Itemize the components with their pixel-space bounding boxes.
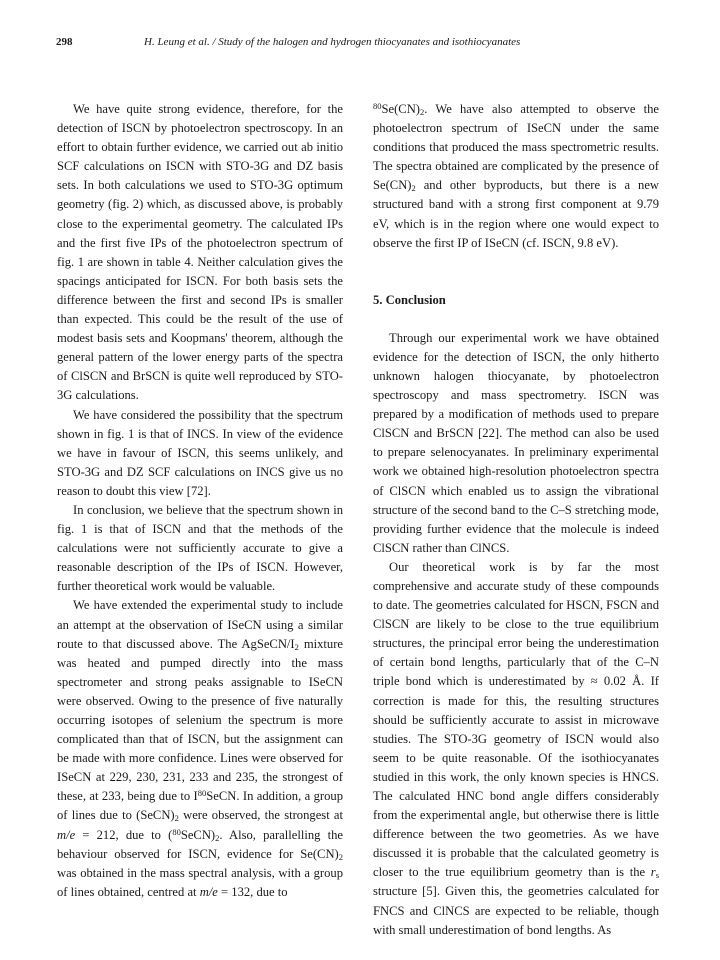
paragraph: In conclusion, we believe that the spectrum shown in fig. 1 is that of ISCN and that the methods of the calculations were not sufficiently accurate to give a reasonable description of the IPs of ISCN. However, further theoretical work would be valuable. xyxy=(57,502,343,594)
paragraph: Our theoretical work is by far the most comprehensive and accurate study of these compounds to date. The geometries calculated for HSCN, FSCN and ClSCN are likely to be close to the true equilibrium structures, the principal error being the underestimation of certain bond lengths, particularly that of the C–N triple bond which is underestimated by ≈ 0.02 Å. If correction is made for this, the resulting structures should be sufficiently accurate to assist in microwave studies. The STO-3G geometry of ISCN would also seem to be quite reasonable. Of the isothiocyanates studied in this work, the only known species is HNCS. The calculated HNC bond angle differs considerably from the experimental angle, but otherwise there is little difference between the two geometries. As we have discussed it is probable that the calculated geometry is closer to the true equilibrium geometry than is the $r_s$ structure [5]. Given this, the geometries calculated for FNCS and ClNCS are expected to be reliable, though with small underestimation of bond lengths. As xyxy=(373,559,659,937)
paragraph: We have extended the experimental study to include an attempt at the observation of ISeCN using a similar route to that discussed above. The AgSeCN/$I_2$ mixture was heated and pumped directly into the mass spectrometer and strong peaks assignable to ISeCN were observed. Owing to the presence of five naturally occurring isotopes of selenium the spectrum is more complicated than that of ISCN, but the assignment can be made with more confidence. Lines were observed for ISeCN at 229, 230, 231, 233 and 235, the strongest of these, at 233, being due to $I^{80}SeCN$. In addition, a group of lines due to $(SeCN)_2$ were observed, the strongest at m/e = 212, due to $(^{80}SeCN)_2$. Also, parallelling the behaviour observed for ISCN, evidence for $Se(CN)_2$ was obtained in the mass spectral analysis, with a group of lines obtained, centred at m/e = 132, due to xyxy=(57,598,343,899)
paragraph: We have quite strong evidence, therefore, for the detection of ISCN by photoelectron spectroscopy. In an effort to obtain further evidence, we carried out ab initio SCF calculations on ISCN with STO-3G and DZ basis sets. In both calculations we used to STO-3G optimum geometry (fig. 2) which, as discussed above, is probably close to the experimental geometry. The calculated IPs and the first five IPs of the photoelectron spectrum of fig. 1 are shown in table 4. Neither calculation gives the spacings anticipated for ISCN. For both basis sets the difference between the first and second IPs is smaller than expected. This could be the result of the use of modest basis sets and Koopmans' theorem, although the general pattern of the lower energy parts of the spectra of ClSCN and BrSCN is quite well reproduced by STO-3G calculations. xyxy=(57,102,343,403)
page-number: 298 xyxy=(56,36,73,48)
paragraph: Through our experimental work we have obtained evidence for the detection of ISCN, the only hitherto unknown halogen thiocyanate, by photoelectron spectroscopy and mass spectrometry. ISCN was prepared by a modification of methods used to prepare ClSCN and BrSCN [22]. The method can also be used to prepare selenocyanates. In preliminary experimental work we obtained high-resolution photoelectron spectra of ClSCN which enabled us to assign the vibrational structure of the second band to the C–S stretching mode, providing further evidence that the molecule is indeed ClSCN rather than ClNCS. xyxy=(373,330,659,555)
running-title: H. Leung et al. / Study of the halogen and hydrogen thiocyanates and isothiocyanates xyxy=(144,36,521,48)
right-column xyxy=(373,100,659,940)
paragraph: We have considered the possibility that the spectrum shown in fig. 1 is that of INCS. In view of the evidence we have in favour of ISCN, this seems unlikely, and STO-3G and DZ SCF calculations on INCS give us no reason to doubt this view [72]. xyxy=(57,407,343,498)
paragraph: $^{80}Se(CN)_2$. We have also attempted to observe the photoelectron spectrum of ISeCN under the same conditions that produced the mass spectrometric results. The spectra obtained are complicated by the presence of $Se(CN)_2$ and other byproducts, but there is a new structured band with a strong first component at 9.79 eV, which is in the region where one would expect to observe the first IP of ISeCN (cf. ISCN, 9.8 eV). xyxy=(373,101,659,250)
left-column xyxy=(57,100,343,902)
running-header xyxy=(56,36,666,54)
section-heading: 5. Conclusion xyxy=(373,292,446,307)
